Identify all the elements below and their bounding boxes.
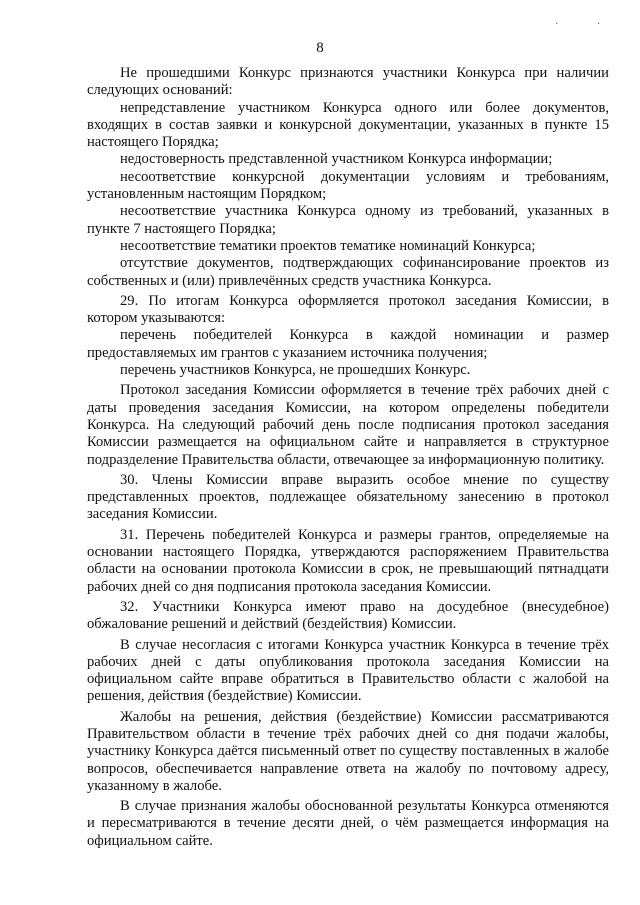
paragraph-reason-topics: несоответствие тематики проектов тематике номинаций Конкурса; bbox=[120, 237, 536, 254]
paragraph-reason-documents: непредставление участником Конкурса одного или более документов, входящих в состав заявки и конкурсной документации, указанных в пункте 15 настоящего Порядка; bbox=[87, 99, 609, 151]
paragraph-reason-cofinancing: отсутствие документов, подтверждающих софинансирование проектов из собственных и (или) привлечённых средств участника Конкурса. bbox=[87, 255, 609, 289]
paragraph-protocol: Протокол заседания Комиссии оформляется в течение трёх рабочих дней с даты проведения заседания Комиссии, на котором определены победители Конкурса. На следующий рабочий день после подписания протокол заседания Комиссии размещается на официальном сайте и направляется в структурное подразделение Правительства области, отвечающее за информационную политику. bbox=[87, 382, 609, 468]
paragraph-intro-not-passed: Не прошедшими Конкурс признаются участники Конкурса при наличии следующих оснований: bbox=[87, 65, 609, 99]
paragraph-complaints: Жалобы на решения, действия (бездействие) Комиссии рассматриваются Правительством области в течение трёх рабочих дней со дня подачи жалобы, участнику Конкурса даётся письменный ответ по существу поставленных в жалобе вопросов, обеспечивается направление ответа на жалобу по почтовому адресу, указанному в жалобе. bbox=[87, 708, 609, 794]
paragraph-item-29: 29. По итогам Конкурса оформляется протокол заседания Комиссии, в котором указываются: bbox=[87, 292, 609, 327]
paragraph-item-31: 31. Перечень победителей Конкурса и размеры грантов, определяемые на основании настоящего Порядка, утверждаются распоряжением Правительства области на основании протокола Комиссии в срок, не превышающий пятнадцати рабочих дней со дня подписания протокола заседания Комиссии. bbox=[87, 526, 609, 595]
paragraph-complaint-justified: В случае признания жалобы обоснованной результаты Конкурса отменяются и пересматриваются в течение десяти дней, о чём размещается информация на официальном сайте. bbox=[87, 798, 609, 849]
body-text bbox=[87, 65, 609, 850]
corner-mark: · · bbox=[555, 19, 619, 30]
paragraph-disagreement: В случае несогласия с итогами Конкурса участник Конкурса в течение трёх рабочих дней с даты опубликования протокола заседания Комиссии на официальном сайте вправе обратиться в Правительство области с жалобой на решения, действия (бездействие) Комиссии. bbox=[87, 636, 609, 705]
paragraph-reason-documentation: несоответствие конкурсной документации условиям и требованиям, установленным настоящим Порядком; bbox=[87, 168, 609, 203]
paragraph-winners-list: перечень победителей Конкурса в каждой номинации и размер предоставляемых им грантов с указанием источника получения; bbox=[87, 327, 609, 361]
paragraph-item-32: 32. Участники Конкурса имеют право на досудебное (внесудебное) обжалование решений и действий (бездействия) Комиссии. bbox=[87, 598, 609, 633]
paragraph-item-30: 30. Члены Комиссии вправе выразить особое мнение по существу представленных проектов, подлежащее обязательному занесению в протокол заседания Комиссии. bbox=[87, 471, 609, 523]
paragraph-reason-requirements: несоответствие участника Конкурса одному из требований, указанных в пункте 7 настоящего Порядка; bbox=[87, 203, 609, 237]
paragraph-not-passed-list: перечень участников Конкурса, не прошедших Конкурс. bbox=[120, 362, 471, 379]
page-number: 8 bbox=[316, 40, 324, 56]
paragraph-reason-unreliable-info: недостоверность представленной участником Конкурса информации; bbox=[120, 151, 553, 168]
